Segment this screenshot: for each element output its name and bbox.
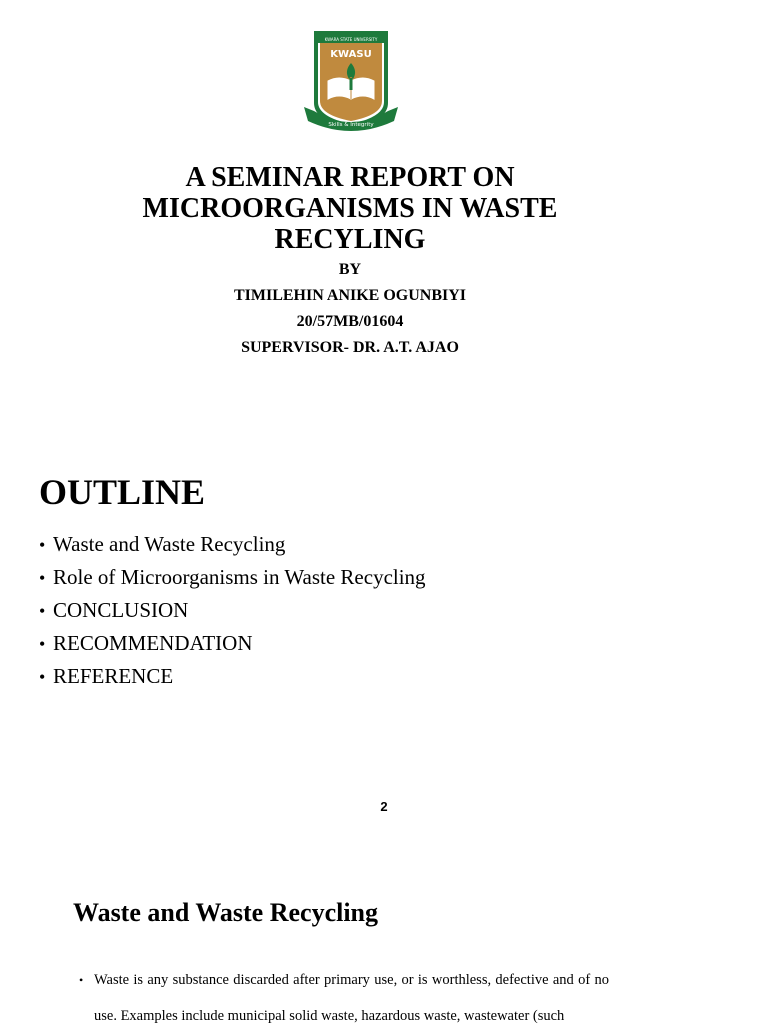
list-item [39,627,426,660]
outline-item-label: Role of Microorganisms in Waste Recycling [53,565,426,589]
waste-slide [0,840,768,1024]
bullet-icon: • [39,634,46,654]
section-heading: Waste and Waste Recycling [73,898,379,927]
list-item [39,561,426,594]
supervisor-line: SUPERVISOR- DR. A.T. AJAO [241,339,459,356]
report-title: A SEMINAR REPORT ON MICROORGANISMS IN WASTE RECYLING [142,162,558,255]
outline-heading: OUTLINE [39,472,206,512]
outline-slide [0,440,768,840]
kwasu-logo [302,29,400,135]
bullet-icon: • [39,568,46,588]
outline-item-label: CONCLUSION [53,598,189,622]
author-name: TIMILEHIN ANIKE OGUNBIYI [233,287,467,304]
matric-number: 20/57MB/01604 [296,313,404,330]
list-item [39,660,426,693]
title-slide [0,0,768,440]
list-item [39,594,426,627]
svg-text:Skills & Integrity: Skills & Integrity [328,122,374,128]
outline-item-label: Waste and Waste Recycling [53,532,286,556]
page-number: 2 [380,799,388,814]
outline-list [39,528,426,693]
bullet-icon: • [79,973,84,987]
outline-item-label: RECOMMENDATION [53,631,253,655]
bullet-text: Waste is any substance discarded after primary use, or is worthless, defective and of no use. Examples include municipal solid waste, hazardous waste, wastewater (such [94,972,609,1024]
svg-text:KWASU: KWASU [330,49,372,60]
bullet-icon: • [39,535,46,555]
outline-item-label: REFERENCE [53,664,174,688]
by-label: BY [338,261,362,278]
list-item [79,968,609,1024]
svg-text:KWARA STATE UNIVERSITY: KWARA STATE UNIVERSITY [324,37,378,42]
list-item [39,528,426,561]
bullet-icon: • [39,601,46,621]
bullet-icon: • [39,667,46,687]
